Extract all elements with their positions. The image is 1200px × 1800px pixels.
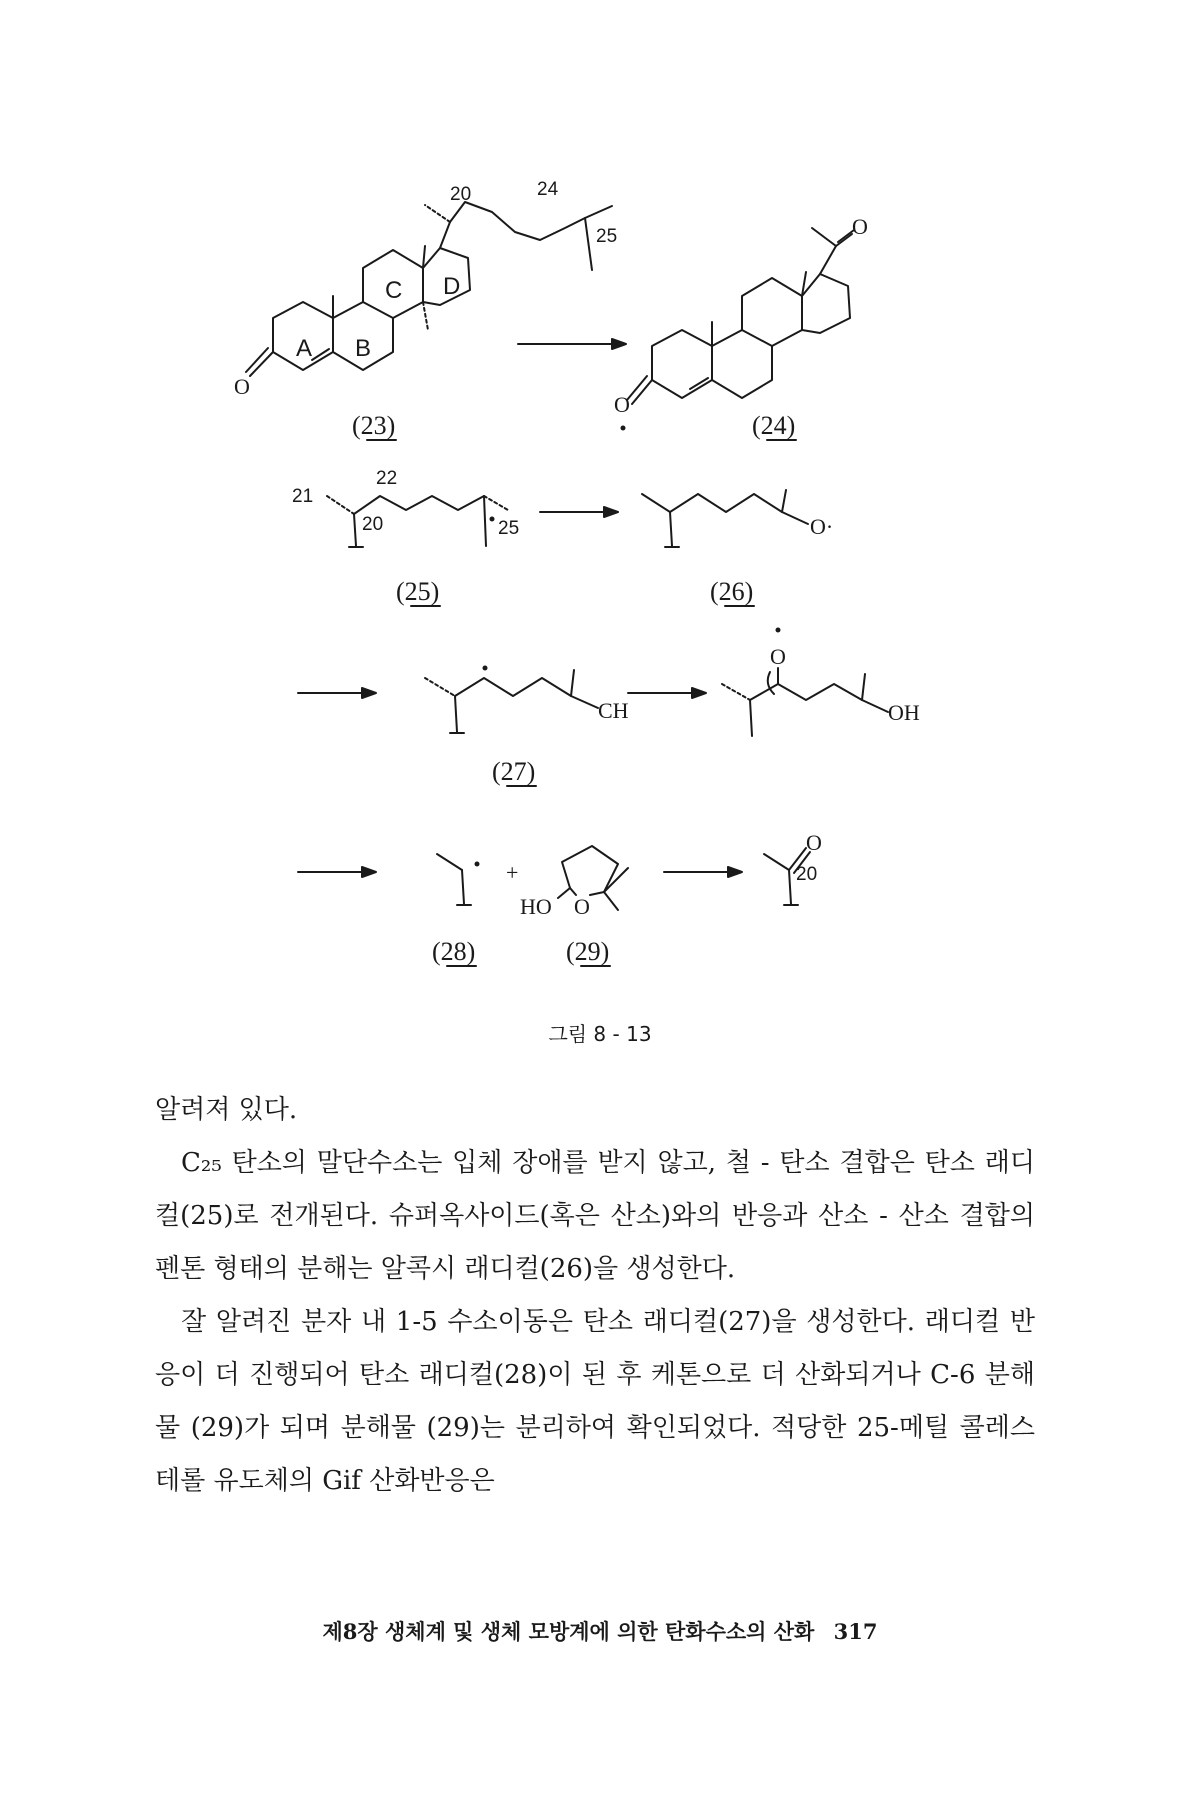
compound-label-27: (27): [492, 757, 536, 786]
reaction-arrow: [298, 688, 376, 698]
reaction-arrow: [540, 507, 618, 517]
compound-label-23: (23): [352, 411, 396, 440]
compound-26-structure: [642, 490, 808, 547]
paragraph-3: 잘 알려진 분자 내 1-5 수소이동은 탄소 래디컬(27)을 생성한다. 래디컬 반응이 더 진행되어 탄소 래디컬(28)이 된 후 케톤으로 더 산화되거나 C-6 분해물 (29)가 되며 분해물 (29)는 분리하여 확인되었다. 적당한 25-메틸 콜레스테롤 유도체의 Gif 산화반응은: [155, 1307, 1035, 1496]
atom-number-25: 25: [596, 226, 618, 247]
reaction-arrow: [518, 339, 626, 349]
paragraph-1: 알려져 있다.: [155, 1095, 298, 1125]
page-number: 317: [833, 1619, 878, 1644]
radical-dot-27b: [776, 628, 781, 633]
ring-letter-d: D: [443, 273, 461, 300]
compound-label-26: (26): [710, 577, 754, 606]
oxygen-radical-27b: O: [770, 644, 786, 669]
compound-label-25: (25): [396, 577, 440, 606]
page-footer: [0, 1616, 1200, 1646]
oxygen-29: O: [574, 894, 590, 919]
oxygen-24-ketone: O: [852, 214, 868, 239]
hydroxy-alkoxy-radical-structure: [722, 668, 888, 736]
compound-28-structure: [437, 854, 471, 905]
oxygen-ketone: O: [806, 830, 822, 855]
radical-dot-25: [490, 517, 495, 522]
figure-caption: 그림 8 - 13: [548, 1022, 652, 1046]
compound-label-28: (28): [432, 937, 476, 966]
oxygen-23: O: [234, 374, 250, 399]
atom-number-24: 24: [537, 179, 559, 200]
ring-letter-b: B: [355, 335, 372, 362]
chapter-title: 제8장 생체계 및 생체 모방계에 의한 탄화수소의 산화: [322, 1619, 815, 1644]
compound-label-24: (24): [752, 411, 796, 440]
oxygen-radical-26: O·: [810, 514, 834, 539]
atom-number-20: 20: [450, 184, 472, 205]
compound-27-structure: [425, 670, 598, 733]
paragraph-2: C₂₅ 탄소의 말단수소는 입체 장애를 받지 않고, 철 - 탄소 결합은 탄소 래디컬(25)로 전개된다. 슈퍼옥사이드(혹은 산소)와의 반응과 산소 - 산소 결합의 펜톤 형태의 분해는 알콕시 래디컬(26)을 생성한다.: [155, 1148, 1035, 1284]
oxygen-24-ring: O: [614, 392, 630, 417]
compound-29-structure: [558, 846, 628, 910]
radical-dot-27: [483, 666, 488, 671]
ring-letter-c: C: [385, 277, 403, 304]
atom-number-20b: 20: [362, 514, 384, 535]
atom-number-25b: 25: [498, 518, 520, 539]
body-text: [155, 1084, 1035, 1508]
ch-group-27: CH: [598, 698, 629, 723]
reaction-arrow: [298, 867, 376, 877]
atom-number-21: 21: [292, 486, 314, 507]
radical-dot-24: [621, 426, 626, 431]
oh-group: OH: [888, 700, 920, 725]
compound-label-29: (29): [566, 937, 610, 966]
ho-group-29: HO: [520, 894, 552, 919]
compound-24-structure: [627, 228, 854, 404]
atom-number-22: 22: [376, 468, 398, 489]
reaction-arrow: [628, 688, 706, 698]
plus-sign: +: [506, 860, 519, 885]
reaction-arrow: [664, 867, 742, 877]
radical-dot-28: [475, 862, 480, 867]
compound-25-structure: [327, 496, 508, 547]
ring-letter-a: A: [296, 335, 313, 362]
atom-number-20c: 20: [796, 864, 818, 885]
